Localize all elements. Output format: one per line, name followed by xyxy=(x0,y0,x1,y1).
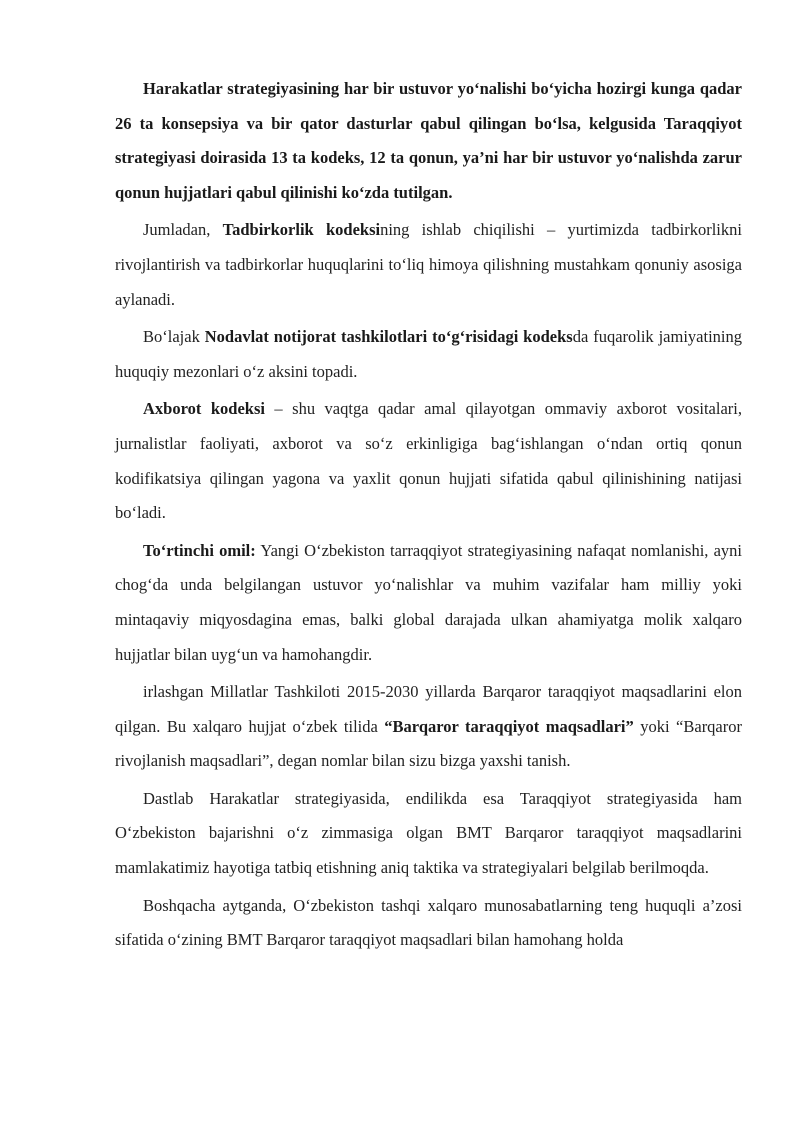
paragraph-implementation xyxy=(115,782,742,886)
paragraph-text-bold: “Barqaror taraqqiyot maqsadlari” xyxy=(384,716,634,736)
document-page xyxy=(115,72,742,958)
paragraph-text-bold: Nodavlat notijorat tashkilotlari to‘g‘risidagi kodeks xyxy=(204,327,573,347)
paragraph-text: Jumladan, xyxy=(143,220,223,240)
paragraph-fourth-factor xyxy=(115,534,742,672)
paragraph-text: – shu vaqtga qadar amal qilayotgan ommaviy axborot vositalari, jurnalistlar faoliyati, axborot va so‘z erkinligiga bag‘ishlangan o‘ndan ortiq qonun kodifikatsiya qilingan yagona va yaxlit qonun hujjati sifatida qabul qilinishining natijasi bo‘ladi. xyxy=(115,399,742,523)
paragraph-text: yoki “Barqaror rivojlanish maqsadlari”, degan nomlar bilan sizu bizga yaxshi tanish. xyxy=(115,716,742,771)
paragraph-text: Yangi O‘zbekiston tarraqqiyot strategiyasining nafaqat nomlanishi, ayni chog‘da unda belgilangan ustuvor yo‘nalishlar va muhim vazifalar ham milliy yoki mintaqaviy miqyosdagina emas, balki global darajada ulkan ahamiyatga molik xalqaro hujjatlar bilan uyg‘un va hamohangdir. xyxy=(115,540,742,664)
paragraph-text: irlashgan Millatlar Tashkiloti 2015-2030 yillarda Barqaror taraqqiyot maqsadlarini elon qilgan. Bu xalqaro hujjat o‘zbek tilida xyxy=(115,682,742,736)
paragraph-international-relations xyxy=(115,889,742,958)
paragraph-information-code xyxy=(115,392,742,530)
paragraph-text: Bo‘lajak xyxy=(143,327,205,347)
paragraph-strategy-overview xyxy=(115,72,742,210)
paragraph-text-bold: Harakatlar strategiyasining har bir ustuvor yo‘nalishi bo‘yicha hozirgi kunga qadar 26 ta konsepsiya va bir qator dasturlar qabul qilingan bo‘lsa, kelgusida Taraqqiyot strategiyasi doirasida 13 ta kodeks, 12 ta qonun, ya’ni har bir ustuvor yo‘nalishda zarur qonun hujjatlari qabul qilinishi ko‘zda tutilgan. xyxy=(115,79,742,202)
paragraph-text: ning ishlab chiqilishi – yurtimizda tadbirkorlikni rivojlantirish va tadbirkorlar huquqlarini to‘liq himoya qilishning mustahkam qonuniy asosiga aylanadi. xyxy=(115,220,742,309)
paragraph-text: Dastlab Harakatlar strategiyasida, endilikda esa Taraqqiyot strategiyasida ham O‘zbekiston bajarishni o‘z zimmasiga olgan BMT Barqaror taraqqiyot maqsadlarini mamlakatimiz hayotiga tatbiq etishning aniq taktika va strategiyalari belgilab berilmoqda. xyxy=(115,788,742,878)
paragraph-un-goals xyxy=(115,675,742,779)
paragraph-text: Boshqacha aytganda, O‘zbekiston tashqi xalqaro munosabatlarning teng huquqli a’zosi sifatida o‘zining BMT Barqaror taraqqiyot maqsadlari bilan hamohang holda xyxy=(115,895,742,950)
paragraph-business-code xyxy=(115,213,742,317)
paragraph-text-bold: Tadbirkorlik kodeksi xyxy=(222,220,381,240)
paragraph-text: da fuqarolik jamiyatining huquqiy mezonlari o‘z aksini topadi. xyxy=(115,327,742,381)
paragraph-ngo-code xyxy=(115,320,742,389)
paragraph-text-bold: To‘rtinchi omil: xyxy=(143,540,256,560)
paragraph-text-bold: Axborot kodeksi xyxy=(143,399,265,419)
